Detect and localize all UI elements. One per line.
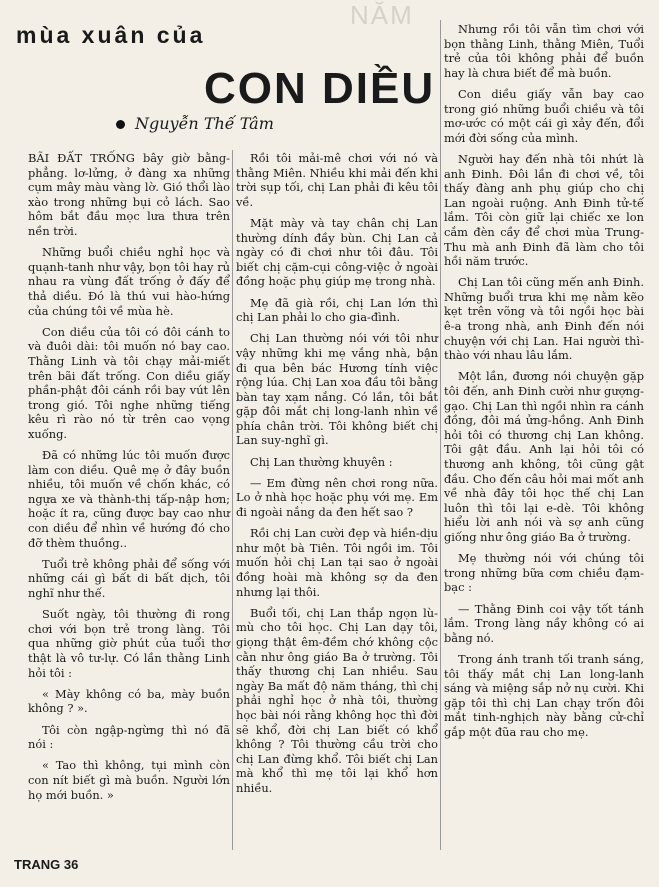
text-column-1 (28, 151, 230, 809)
paragraph: Một lần, đương nói chuyện gặp tôi đến, anh Đinh cười như gượng-gạo. Chị Lan thì ngồi nhìn ra cánh đồng, đôi má ửng-hồng. Anh Đinh hỏi tôi có thương chị Lan không. Tôi gật đầu. Anh lại hỏi tôi có thương anh không, tôi cũng gật đầu. Cho đến câu hỏi mai mốt anh về nhà đây tôi học thế chị Lan luôn thì tôi lại e-dè. Tôi không hiểu lời anh nói và sợ anh cũng giống như ông giáo Ba ở trường. (444, 369, 644, 544)
paragraph: Rồi chị Lan cười đẹp và hiền-dịu như một bà Tiên. Tôi ngồi im. Tôi muốn hỏi chị Lan tại sao ở ngoài đồng hoài mà không sợ da đen nhưng lại thôi. (236, 526, 438, 599)
paragraph: BÃI ĐẤT TRỐNG bây giờ bằng-phẳng. lơ-lửng, ở đàng xa những cụm mây màu vàng lờ. Gió thổi lào xào trong những bụi cỏ lách. Sao hôm bắt đầu mọc lưa thưa trên nền trời. (28, 151, 230, 238)
paragraph: Đã có những lúc tôi muốn được làm con diều. Quê mẹ ở đây buồn nhiều, tôi muốn về chốn khác, có ngựa xe và thành-thị tấp-nập hơn; hoặc ít ra, cũng được bay cao như con diều để nhìn về hướng đó cho đỡ thèm thuồng.. (28, 448, 230, 550)
column-divider (440, 20, 441, 850)
page-number: 36 (63, 857, 79, 872)
paragraph: Nhưng rồi tôi vẫn tìm chơi với bọn thằng Linh, thằng Miên, Tuổi trẻ của tôi không phải để buồn hay là chưa biết để mà buồn. (444, 22, 644, 80)
paragraph: Rồi tôi mải-mê chơi với nó và thằng Miên. Nhiều khi mải đến khi trời sụp tối, chị Lan phải đi kêu tôi về. (236, 151, 438, 209)
page-label: TRANG (14, 857, 61, 872)
paragraph: — Em đừng nên chơi rong nữa. Lo ở nhà học hoặc phụ với mẹ. Em đi ngoài nắng da đen hết sao ? (236, 475, 438, 520)
bleed-through-heading: NĂM (350, 0, 414, 30)
paragraph: Những buổi chiều nghỉ học và quạnh-tanh như vậy, bọn tôi hay rủ nhau ra vùng đất trống ở đấy để thả diều. Đó là thú vui hào-hứng của chúng tôi về mùa hè. (28, 245, 230, 318)
paragraph: Buổi tối, chị Lan thắp ngọn lù-mù cho tôi học. Chị Lan dạy tôi, giọng thật êm-đềm chớ không cộc cằn như ông giáo Ba ở trường. Tôi thấy thương chị Lan nhiều. Sau ngày Ba mất độ năm tháng, thì chị phải nghỉ học ở nhà tôi, thường học bài nói rằng không học thì đời sẽ khổ, đời chị Lan biết có khổ không ? Tôi thường cầu trời cho chị Lan đừng khổ. Tôi biết chị Lan mà khổ thì mẹ tôi lại khổ hơn nhiều. (236, 605, 438, 795)
paragraph: Mẹ đã già rồi, chị Lan lớn thì chị Lan phải lo cho gia-đình. (236, 295, 438, 325)
paragraph: Chị Lan thường nói với tôi như vậy những khi mẹ vắng nhà, bận đi qua bên bác Hương tính việc rộng lúa. Chị Lan xoa đầu tôi bằng bàn tay xạm nắng. Có lần, tôi bắt gặp đôi mắt chị long-lanh nhìn về phía chân trời. Tôi không biết chị Lan suy-nghĩ gì. (236, 331, 438, 448)
paragraph: Trong ánh tranh tối tranh sáng, tôi thấy mắt chị Lan long-lanh sáng và miệng sắp nở nụ cười. Khi gặp tôi thì chị Lan chạy trốn đôi mắt tinh-nghịch này bằng cử-chỉ gắp một đũa rau cho mẹ. (444, 651, 644, 739)
paragraph: « Tao thì không, tụi mình còn con nít biết gì mà buồn. Người lớn họ mới buồn. » (28, 758, 230, 802)
paragraph: Tôi còn ngập-ngừng thì nó đã nói : (28, 722, 230, 752)
paragraph: Con diều giấy vẫn bay cao trong gió những buổi chiều và tôi mơ-ước có một cái gì xảy đến, đổi mới đời sống của mình. (444, 86, 644, 145)
text-column-3 (444, 22, 644, 746)
paragraph: — Thằng Đinh coi vậy tốt tánh lắm. Trong làng nầy không có ai bằng nó. (444, 601, 644, 645)
author-name: Nguyễn Thế Tâm (135, 114, 274, 133)
paragraph: Tuổi trẻ không phải để sống với những cái gì bất di bất dịch, tôi nghĩ như thế. (28, 556, 230, 600)
page-footer (14, 857, 78, 872)
paragraph: Suốt ngày, tôi thường đi rong chơi với bọn trẻ trong làng. Tôi qua những giờ phút của tuổi thơ thật là vô tư-lự. Có lần thằng Linh hỏi tôi : (28, 607, 230, 680)
text-column-2 (236, 151, 438, 802)
column-divider (232, 150, 233, 850)
paragraph: Chị Lan thường khuyên : (250, 454, 393, 469)
article-title: CON DIỀU (204, 64, 436, 113)
paragraph: Mặt mày và tay chân chị Lan thường dính đầy bùn. Chị Lan cả ngày có đi chơi như tôi đâu. Tôi biết chị cặm-cụi công-việc ở ngoài đồng hoặc phụ giúp mẹ trong nhà. (236, 215, 438, 289)
paragraph: Chị Lan tôi cũng mến anh Đinh. Những buổi trưa khi mẹ nằm kẽo kẹt trên võng và tôi ngồi học bài ê-a trong nhà, anh Đinh đến nói chuyện với chị Lan. Hai người thì-thào với nhau lâu lắm. (444, 275, 644, 363)
bullet-icon (116, 120, 125, 129)
kicker-heading: mùa xuân của (16, 22, 206, 48)
author-line (116, 114, 274, 133)
paragraph: « Mày không có ba, mày buồn không ? ». (28, 686, 230, 716)
paragraph: Mẹ thường nói với chúng tôi trong những bữa cơm chiều đạm-bạc : (444, 551, 644, 595)
paragraph: Con diều của tôi có đôi cánh to và đuôi dài: tôi muốn nó bay cao. Thằng Linh và tôi chạy mải-miết trên bãi đất trống. Con diều giấy phần-phật đôi cánh rồi bay vút lên trong gió. Tôi nghe những tiếng kêu rì rào nó từ trên cao vọng xuống. (28, 324, 230, 441)
paragraph: Người hay đến nhà tôi nhứt là anh Đinh. Đôi lần đi chơi về, tôi thấy đàng anh phụ giúp cho chị Lan ngoài ruộng. Anh Đinh tử-tế lắm. Tôi còn giữ lại chiếc xe lon cắm đèn cầy để chơi mùa Trung-Thu mà anh Đinh đã làm cho tôi hồi năm trước. (444, 151, 644, 269)
